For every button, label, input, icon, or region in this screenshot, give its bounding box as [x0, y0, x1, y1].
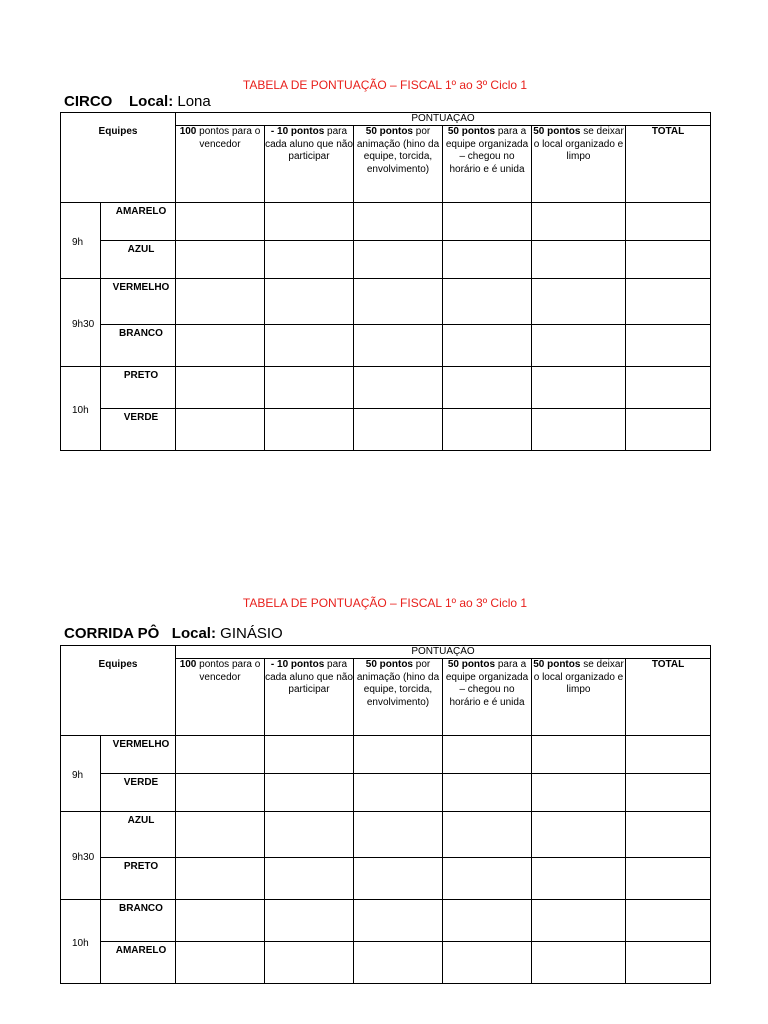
pontuacao-header: PONTUAÇÃO: [176, 646, 711, 659]
score-cell[interactable]: [532, 812, 626, 858]
score-cell[interactable]: [265, 900, 354, 942]
score-cell[interactable]: [354, 241, 443, 279]
place-label: Local:: [129, 93, 174, 110]
score-cell[interactable]: [265, 774, 354, 812]
place-label: Local:: [171, 625, 216, 642]
score-cell[interactable]: [443, 942, 532, 984]
score-cell[interactable]: [265, 325, 354, 367]
team-name: AMARELO: [101, 942, 176, 984]
total-cell[interactable]: [626, 858, 711, 900]
score-cell[interactable]: [176, 942, 265, 984]
score-cell[interactable]: [354, 736, 443, 774]
place-name: Lona: [177, 93, 211, 110]
place-name: GINÁSIO: [220, 625, 283, 642]
team-row: [61, 774, 711, 812]
score-cell[interactable]: [176, 812, 265, 858]
team-name: PRETO: [101, 858, 176, 900]
score-cell[interactable]: [176, 241, 265, 279]
score-cell[interactable]: [265, 942, 354, 984]
time-slot: 10h: [61, 367, 101, 451]
total-cell[interactable]: [626, 203, 711, 241]
score-cell[interactable]: [532, 279, 626, 325]
score-cell[interactable]: [354, 367, 443, 409]
score-cell[interactable]: [443, 367, 532, 409]
team-row: [61, 203, 711, 241]
score-cell[interactable]: [354, 774, 443, 812]
total-cell[interactable]: [626, 812, 711, 858]
equipes-header: Equipes: [61, 646, 176, 736]
team-name: VERMELHO: [101, 279, 176, 325]
score-cell[interactable]: [354, 812, 443, 858]
score-cell[interactable]: [354, 942, 443, 984]
score-cell[interactable]: [176, 858, 265, 900]
score-cell[interactable]: [265, 812, 354, 858]
team-row: [61, 942, 711, 984]
score-cell[interactable]: [265, 409, 354, 451]
score-cell[interactable]: [532, 942, 626, 984]
time-slot: 9h: [61, 736, 101, 812]
score-table: [60, 645, 711, 984]
score-cell[interactable]: [354, 203, 443, 241]
score-cell[interactable]: [354, 858, 443, 900]
total-cell[interactable]: [626, 279, 711, 325]
time-slot: 9h30: [61, 279, 101, 367]
score-cell[interactable]: [265, 858, 354, 900]
event-heading: [64, 625, 283, 642]
total-cell[interactable]: [626, 241, 711, 279]
team-name: PRETO: [101, 367, 176, 409]
score-cell[interactable]: [176, 409, 265, 451]
score-cell[interactable]: [532, 858, 626, 900]
criterion-header: 50 pontos por animação (hino da equipe, torcida, envolvimento): [354, 659, 443, 736]
team-name: VERDE: [101, 774, 176, 812]
score-cell[interactable]: [443, 279, 532, 325]
team-name: BRANCO: [101, 900, 176, 942]
score-cell[interactable]: [443, 409, 532, 451]
total-header: TOTAL: [626, 659, 711, 736]
criterion-header: 50 pontos se deixar o local organizado e limpo: [532, 126, 626, 203]
event-name: CIRCO: [64, 93, 113, 110]
criterion-header: - 10 pontos para cada aluno que não participar: [265, 659, 354, 736]
score-cell[interactable]: [354, 900, 443, 942]
score-cell[interactable]: [443, 774, 532, 812]
score-cell[interactable]: [532, 409, 626, 451]
team-name: VERMELHO: [101, 736, 176, 774]
pontuacao-header: PONTUAÇÃO: [176, 113, 711, 126]
criterion-header: 100 pontos para o vencedor: [176, 659, 265, 736]
score-cell[interactable]: [443, 812, 532, 858]
team-row: [61, 736, 711, 774]
criterion-header: 100 pontos para o vencedor: [176, 126, 265, 203]
time-slot: 9h: [61, 203, 101, 279]
total-cell[interactable]: [626, 736, 711, 774]
score-cell[interactable]: [354, 409, 443, 451]
score-cell[interactable]: [443, 900, 532, 942]
score-cell[interactable]: [443, 736, 532, 774]
score-cell[interactable]: [265, 203, 354, 241]
criterion-header: 50 pontos para a equipe organizada – chegou no horário e é unida: [443, 126, 532, 203]
score-cell[interactable]: [265, 279, 354, 325]
total-cell[interactable]: [626, 900, 711, 942]
score-cell[interactable]: [532, 736, 626, 774]
score-cell[interactable]: [176, 736, 265, 774]
team-row: [61, 858, 711, 900]
score-cell[interactable]: [265, 367, 354, 409]
team-name: AMARELO: [101, 203, 176, 241]
team-name: AZUL: [101, 812, 176, 858]
criterion-header: 50 pontos se deixar o local organizado e limpo: [532, 659, 626, 736]
score-cell[interactable]: [176, 774, 265, 812]
time-slot: 10h: [61, 900, 101, 984]
criterion-header: 50 pontos por animação (hino da equipe, torcida, envolvimento): [354, 126, 443, 203]
score-cell[interactable]: [354, 325, 443, 367]
event-name: CORRIDA PÔ: [64, 625, 160, 642]
score-cell[interactable]: [265, 736, 354, 774]
total-cell[interactable]: [626, 325, 711, 367]
equipes-header: Equipes: [61, 113, 176, 203]
score-cell[interactable]: [176, 203, 265, 241]
time-slot: 9h30: [61, 812, 101, 900]
team-row: [61, 409, 711, 451]
event-heading: [64, 93, 211, 110]
total-cell[interactable]: [626, 367, 711, 409]
total-header: TOTAL: [626, 126, 711, 203]
team-name: BRANCO: [101, 325, 176, 367]
score-table: [60, 112, 711, 451]
total-cell[interactable]: [626, 942, 711, 984]
score-cell[interactable]: [176, 279, 265, 325]
team-row: [61, 367, 711, 409]
score-cell[interactable]: [532, 367, 626, 409]
team-row: [61, 900, 711, 942]
team-row: [61, 241, 711, 279]
team-name: VERDE: [101, 409, 176, 451]
score-cell[interactable]: [354, 279, 443, 325]
criterion-header: - 10 pontos para cada aluno que não participar: [265, 126, 354, 203]
total-cell[interactable]: [626, 774, 711, 812]
score-cell[interactable]: [532, 900, 626, 942]
team-row: [61, 812, 711, 858]
team-row: [61, 325, 711, 367]
score-cell[interactable]: [265, 241, 354, 279]
score-cell[interactable]: [443, 325, 532, 367]
team-row: [61, 279, 711, 325]
criterion-header: 50 pontos para a equipe organizada – chegou no horário e é unida: [443, 659, 532, 736]
score-cell[interactable]: [176, 900, 265, 942]
score-cell[interactable]: [176, 367, 265, 409]
sheet-title: TABELA DE PONTUAÇÃO – FISCAL 1º ao 3º Ciclo 1: [242, 596, 528, 610]
team-name: AZUL: [101, 241, 176, 279]
sheet-title: TABELA DE PONTUAÇÃO – FISCAL 1º ao 3º Ciclo 1: [242, 78, 528, 92]
score-cell[interactable]: [176, 325, 265, 367]
score-cell[interactable]: [532, 241, 626, 279]
score-cell[interactable]: [443, 858, 532, 900]
score-cell[interactable]: [532, 774, 626, 812]
score-cell[interactable]: [532, 203, 626, 241]
score-cell[interactable]: [443, 203, 532, 241]
total-cell[interactable]: [626, 409, 711, 451]
score-cell[interactable]: [532, 325, 626, 367]
score-cell[interactable]: [443, 241, 532, 279]
